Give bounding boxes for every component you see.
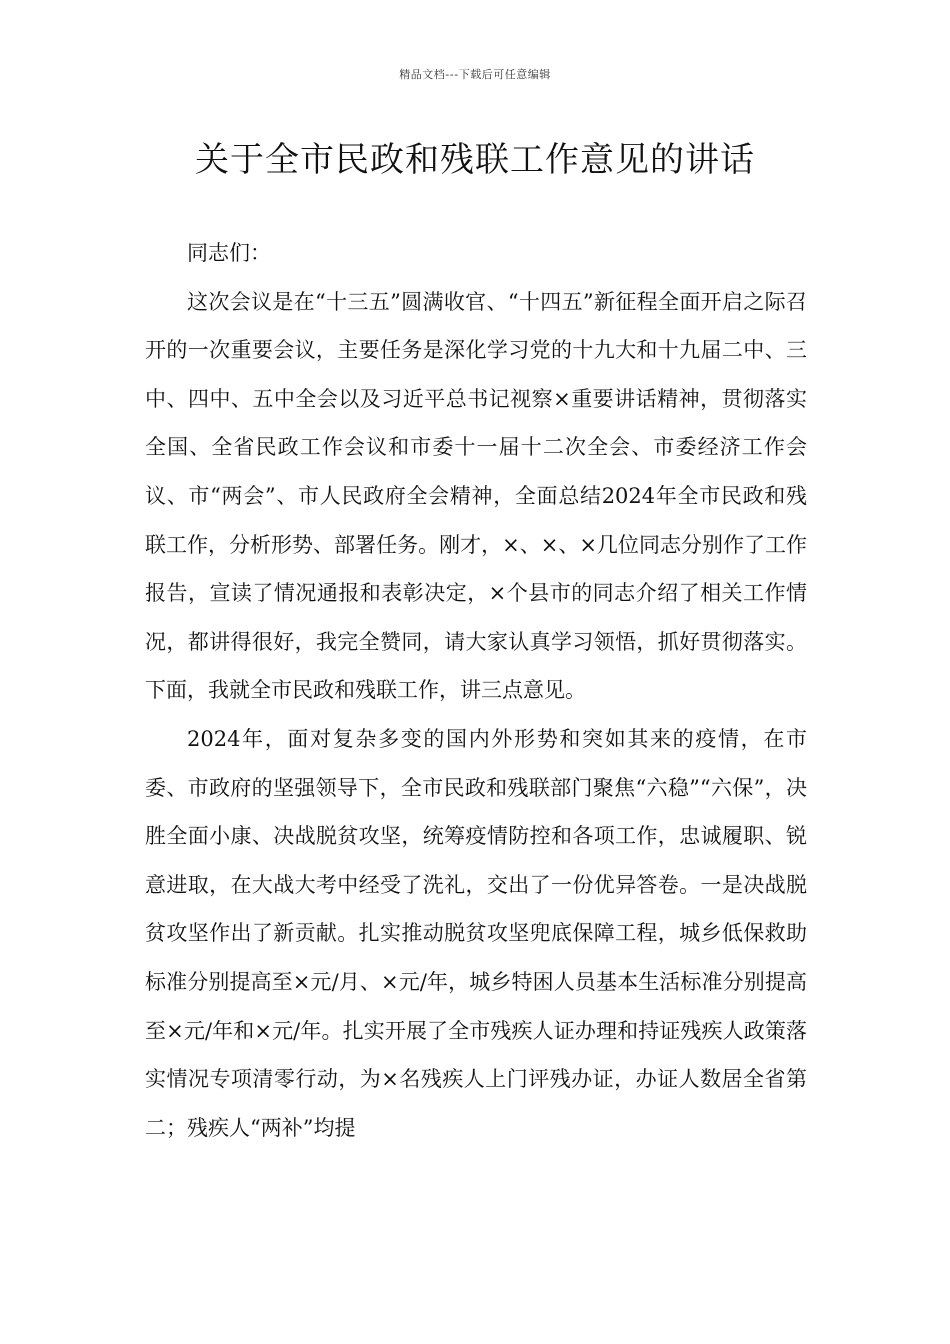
body-paragraph: 2024年，面对复杂多变的国内外形势和突如其来的疫情，在市委、市政府的坚强领导下，全市民政和残联部门聚焦“六稳”“六保”，决胜全面小康、决战脱贫攻坚，统筹疫情防控和各项工作，忠诚履职、锐意进取，在大战大考中经受了洗礼，交出了一份优异答卷。一是决战脱贫攻坚作出了新贡献。扎实推动脱贫攻坚兜底保障工程，城乡低保救助标准分别提高至×元/月、×元/年，城乡特困人员基本生活标准分别提高至×元/年和×元/年。扎实开展了全市残疾人证办理和持证残疾人政策落实情况专项清零行动，为×名残疾人上门评残办证，办证人数居全省第二；残疾人“两补”均提 xyxy=(145,726,807,1140)
document-title: 关于全市民政和残联工作意见的讲话 xyxy=(195,140,755,180)
header-note: 精品文档---下载后可任意编辑 xyxy=(399,68,551,81)
body-paragraph: 这次会议是在“十三五”圆满收官、“十四五”新征程全面开启之际召开的一次重要会议，主要任务是深化学习党的十九大和十九届二中、三中、四中、五中全会以及习近平总书记视察×重要讲话精神，贯彻落实全国、全省民政工作会议和市委十一届十二次全会、市委经济工作会议、市“两会”、市人民政府全会精神，全面总结2024年全市民政和残联工作，分析形势、部署任务。刚才，×、×、×几位同志分别作了工作报告，宣读了情况通报和表彰决定，×个县市的同志介绍了相关工作情况，都讲得很好，我完全赞同，请大家认真学习领悟，抓好贯彻落实。下面，我就全市民政和残联工作，讲三点意见。 xyxy=(145,289,807,703)
salutation: 同志们： xyxy=(187,241,271,265)
document-body xyxy=(145,229,807,1152)
